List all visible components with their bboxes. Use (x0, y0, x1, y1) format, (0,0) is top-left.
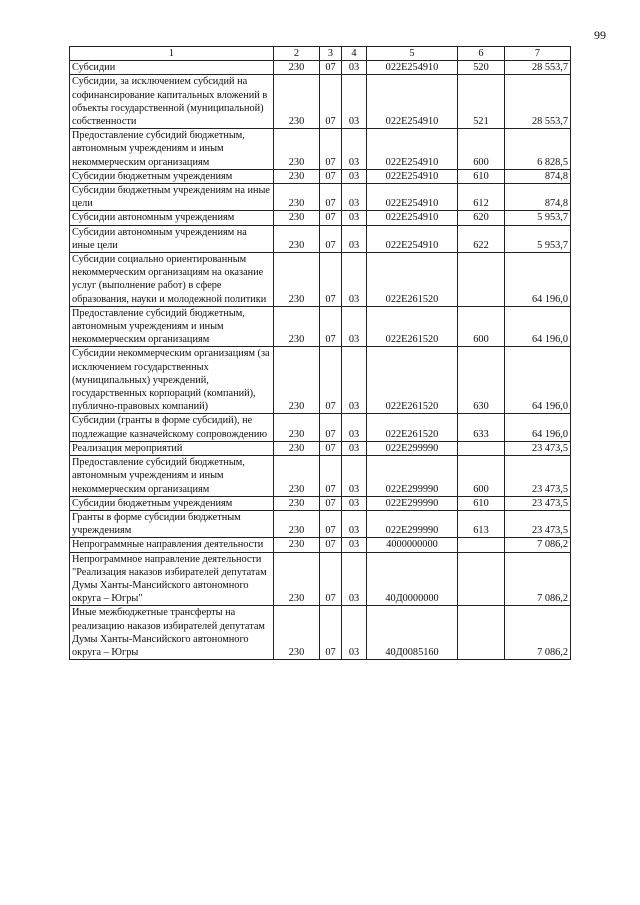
target-article-cell: 022E261520 (367, 414, 458, 441)
subsection-cell: 03 (342, 606, 367, 660)
row-name-cell: Субсидии бюджетным учреждениям (70, 496, 274, 510)
code-gr-cell: 230 (274, 441, 320, 455)
amount-cell: 5 953,7 (505, 211, 571, 225)
row-name-cell: Субсидии автономным учреждениям (70, 211, 274, 225)
expense-type-cell (458, 253, 505, 307)
amount-cell: 5 953,7 (505, 225, 571, 252)
expense-type-cell: 600 (458, 456, 505, 497)
subsection-cell: 03 (342, 211, 367, 225)
amount-cell: 23 473,5 (505, 456, 571, 497)
table-row (70, 552, 571, 606)
row-name-cell: Субсидии бюджетным учреждениям (70, 169, 274, 183)
table-row (70, 538, 571, 552)
expense-type-cell: 622 (458, 225, 505, 252)
subsection-cell: 03 (342, 169, 367, 183)
code-gr-cell: 230 (274, 253, 320, 307)
row-name-cell: Предоставление субсидий бюджетным, автономным учреждениям и иным некоммерческим организациям (70, 456, 274, 497)
amount-cell: 7 086,2 (505, 538, 571, 552)
code-gr-cell: 230 (274, 347, 320, 414)
target-article-cell: 022E254910 (367, 61, 458, 75)
section-cell: 07 (320, 414, 342, 441)
row-name-cell: Субсидии социально ориентированным некоммерческим организациям на оказание услуг (выполнение работ) в сфере образования, науки и молодежной политики (70, 253, 274, 307)
table-row (70, 347, 571, 414)
section-cell: 07 (320, 347, 342, 414)
amount-cell: 23 473,5 (505, 510, 571, 537)
amount-cell: 874,8 (505, 169, 571, 183)
target-article-cell: 022E254910 (367, 184, 458, 211)
column-header: 1 (70, 47, 274, 61)
row-name-cell: Гранты в форме субсидии бюджетным учреждениям (70, 510, 274, 537)
column-header: 6 (458, 47, 505, 61)
amount-cell: 64 196,0 (505, 347, 571, 414)
table-row (70, 253, 571, 307)
subsection-cell: 03 (342, 538, 367, 552)
code-gr-cell: 230 (274, 538, 320, 552)
column-header: 7 (505, 47, 571, 61)
table-row (70, 211, 571, 225)
section-cell: 07 (320, 552, 342, 606)
target-article-cell: 4000000000 (367, 538, 458, 552)
section-cell: 07 (320, 61, 342, 75)
code-gr-cell: 230 (274, 184, 320, 211)
expense-type-cell (458, 552, 505, 606)
section-cell: 07 (320, 441, 342, 455)
section-cell: 07 (320, 606, 342, 660)
section-cell: 07 (320, 456, 342, 497)
expense-type-cell: 610 (458, 169, 505, 183)
subsection-cell: 03 (342, 75, 367, 129)
amount-cell: 64 196,0 (505, 306, 571, 347)
section-cell: 07 (320, 538, 342, 552)
column-header: 4 (342, 47, 367, 61)
row-name-cell: Непрограммное направление деятельности "Реализация наказов избирателей депутатам Думы Ханты-Мансийского автономного округа – Югры" (70, 552, 274, 606)
target-article-cell: 022E299990 (367, 496, 458, 510)
section-cell: 07 (320, 211, 342, 225)
code-gr-cell: 230 (274, 169, 320, 183)
table-row (70, 414, 571, 441)
row-name-cell: Реализация мероприятий (70, 441, 274, 455)
expense-type-cell (458, 441, 505, 455)
table-row (70, 169, 571, 183)
subsection-cell: 03 (342, 225, 367, 252)
table-header-row (70, 47, 571, 61)
amount-cell: 28 553,7 (505, 75, 571, 129)
target-article-cell: 022E261520 (367, 347, 458, 414)
target-article-cell: 022E254910 (367, 75, 458, 129)
expense-type-cell (458, 606, 505, 660)
section-cell: 07 (320, 496, 342, 510)
code-gr-cell: 230 (274, 496, 320, 510)
expense-type-cell: 600 (458, 129, 505, 170)
expense-type-cell: 521 (458, 75, 505, 129)
table-row (70, 75, 571, 129)
column-header: 5 (367, 47, 458, 61)
code-gr-cell: 230 (274, 414, 320, 441)
target-article-cell: 022E261520 (367, 253, 458, 307)
expense-type-cell: 610 (458, 496, 505, 510)
code-gr-cell: 230 (274, 61, 320, 75)
expense-type-cell (458, 538, 505, 552)
subsection-cell: 03 (342, 61, 367, 75)
table-row (70, 441, 571, 455)
table-row (70, 225, 571, 252)
code-gr-cell: 230 (274, 225, 320, 252)
target-article-cell: 022E254910 (367, 211, 458, 225)
target-article-cell: 022E254910 (367, 129, 458, 170)
amount-cell: 28 553,7 (505, 61, 571, 75)
row-name-cell: Непрограммные направления деятельности (70, 538, 274, 552)
subsection-cell: 03 (342, 496, 367, 510)
subsection-cell: 03 (342, 456, 367, 497)
column-header: 3 (320, 47, 342, 61)
target-article-cell: 40Д0085160 (367, 606, 458, 660)
expense-type-cell: 612 (458, 184, 505, 211)
table-row (70, 510, 571, 537)
code-gr-cell: 230 (274, 129, 320, 170)
expense-type-cell: 613 (458, 510, 505, 537)
amount-cell: 23 473,5 (505, 496, 571, 510)
code-gr-cell: 230 (274, 75, 320, 129)
table-row (70, 61, 571, 75)
table-row (70, 606, 571, 660)
row-name-cell: Субсидии, за исключением субсидий на софинансирование капитальных вложений в объекты государственной (муниципальной) собственности (70, 75, 274, 129)
amount-cell: 23 473,5 (505, 441, 571, 455)
section-cell: 07 (320, 510, 342, 537)
row-name-cell: Предоставление субсидий бюджетным, автономным учреждениям и иным некоммерческим организациям (70, 306, 274, 347)
expense-type-cell: 600 (458, 306, 505, 347)
subsection-cell: 03 (342, 441, 367, 455)
section-cell: 07 (320, 184, 342, 211)
subsection-cell: 03 (342, 306, 367, 347)
table-row (70, 456, 571, 497)
subsection-cell: 03 (342, 184, 367, 211)
amount-cell: 7 086,2 (505, 606, 571, 660)
code-gr-cell: 230 (274, 510, 320, 537)
row-name-cell: Субсидии некоммерческим организациям (за исключением государственных (муниципальных) учреждений, государственных корпораций (компаний), публично-правовых компаний) (70, 347, 274, 414)
table-row (70, 306, 571, 347)
section-cell: 07 (320, 225, 342, 252)
target-article-cell: 022E299990 (367, 456, 458, 497)
expense-type-cell: 620 (458, 211, 505, 225)
section-cell: 07 (320, 75, 342, 129)
row-name-cell: Предоставление субсидий бюджетным, автономным учреждениям и иным некоммерческим организациям (70, 129, 274, 170)
table-row (70, 129, 571, 170)
subsection-cell: 03 (342, 510, 367, 537)
subsection-cell: 03 (342, 414, 367, 441)
amount-cell: 64 196,0 (505, 253, 571, 307)
column-header: 2 (274, 47, 320, 61)
section-cell: 07 (320, 129, 342, 170)
row-name-cell: Субсидии автономным учреждениям на иные цели (70, 225, 274, 252)
target-article-cell: 022E261520 (367, 306, 458, 347)
target-article-cell: 022E299990 (367, 510, 458, 537)
target-article-cell: 022E299990 (367, 441, 458, 455)
section-cell: 07 (320, 306, 342, 347)
section-cell: 07 (320, 169, 342, 183)
row-name-cell: Субсидии (70, 61, 274, 75)
expense-type-cell: 630 (458, 347, 505, 414)
amount-cell: 6 828,5 (505, 129, 571, 170)
page-number: 99 (594, 28, 606, 42)
subsection-cell: 03 (342, 347, 367, 414)
target-article-cell: 40Д0000000 (367, 552, 458, 606)
subsection-cell: 03 (342, 253, 367, 307)
row-name-cell: Субсидии бюджетным учреждениям на иные цели (70, 184, 274, 211)
table-row (70, 496, 571, 510)
code-gr-cell: 230 (274, 456, 320, 497)
row-name-cell: Иные межбюджетные трансферты на реализацию наказов избирателей депутатам Думы Ханты-Мансийского автономного округа – Югры (70, 606, 274, 660)
target-article-cell: 022E254910 (367, 225, 458, 252)
expense-type-cell: 633 (458, 414, 505, 441)
subsection-cell: 03 (342, 552, 367, 606)
amount-cell: 7 086,2 (505, 552, 571, 606)
budget-table (69, 46, 571, 660)
section-cell: 07 (320, 253, 342, 307)
amount-cell: 64 196,0 (505, 414, 571, 441)
amount-cell: 874,8 (505, 184, 571, 211)
expense-type-cell: 520 (458, 61, 505, 75)
code-gr-cell: 230 (274, 552, 320, 606)
code-gr-cell: 230 (274, 306, 320, 347)
code-gr-cell: 230 (274, 211, 320, 225)
table-row (70, 184, 571, 211)
subsection-cell: 03 (342, 129, 367, 170)
row-name-cell: Субсидии (гранты в форме субсидий), не подлежащие казначейскому сопровождению (70, 414, 274, 441)
target-article-cell: 022E254910 (367, 169, 458, 183)
code-gr-cell: 230 (274, 606, 320, 660)
